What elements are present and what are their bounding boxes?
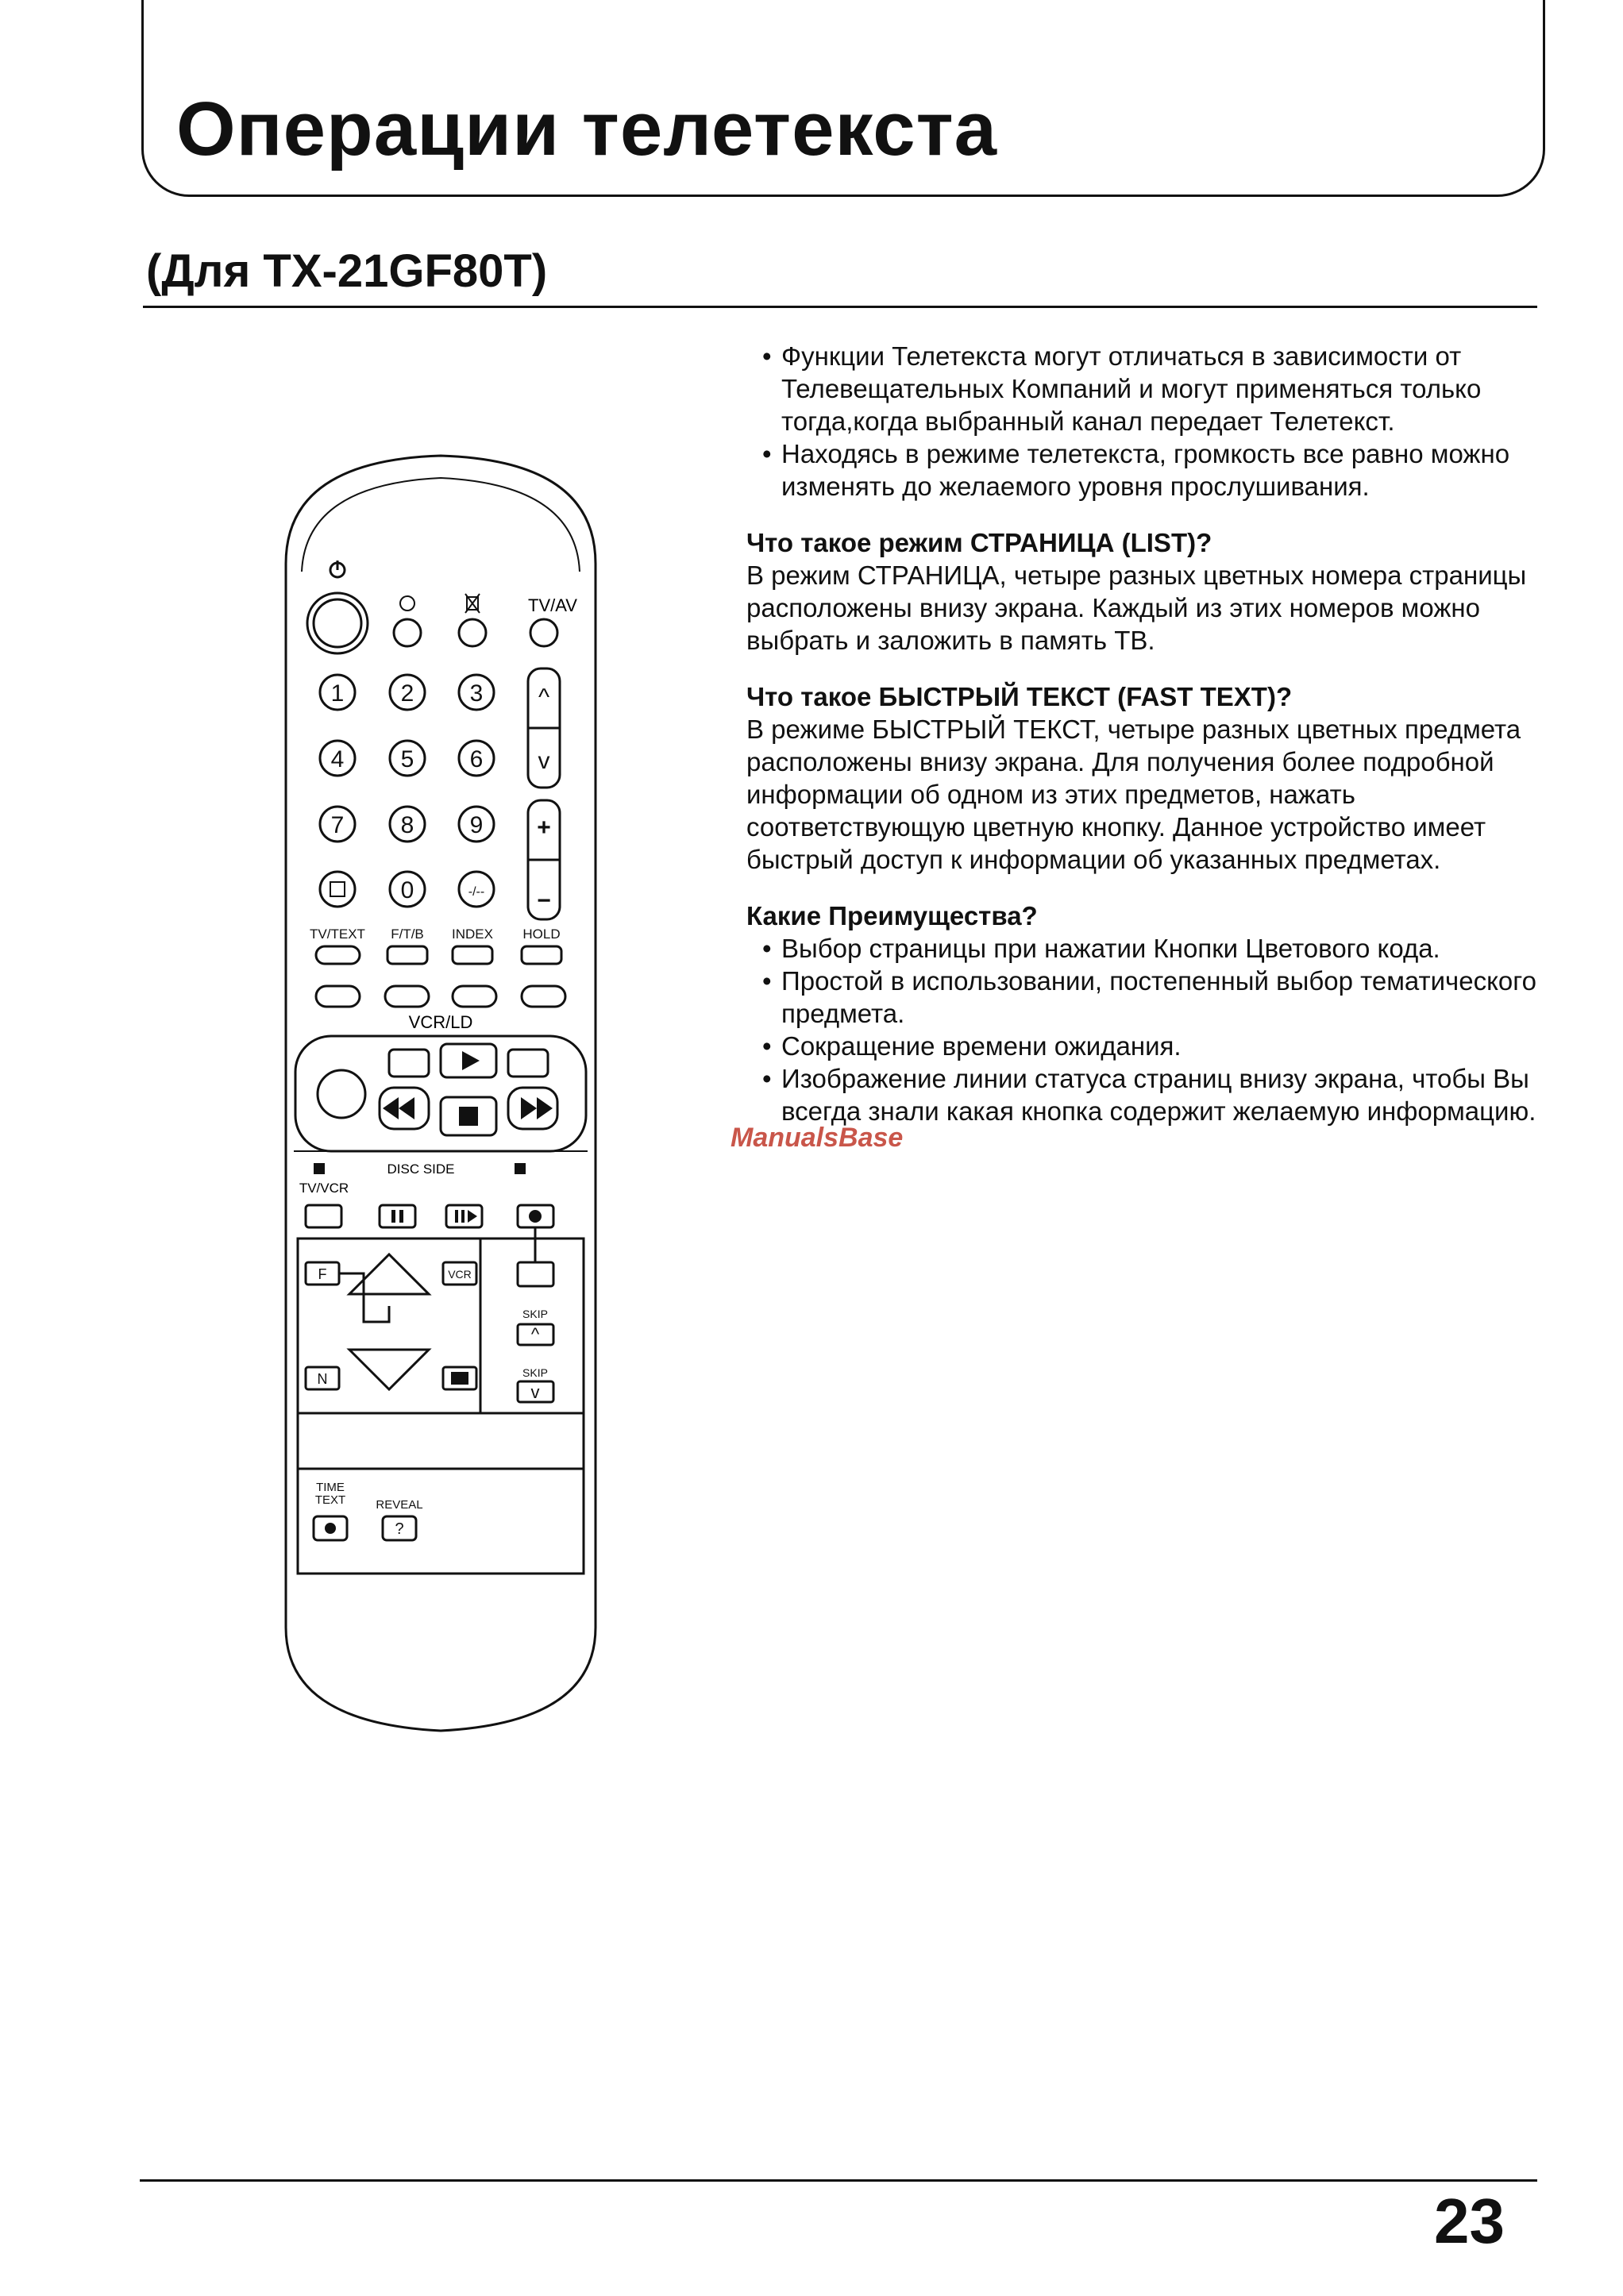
time-label: TIME (316, 1481, 345, 1494)
tv-av-label: TV/AV (528, 595, 577, 615)
hold-button (522, 946, 561, 964)
advantages-heading: Какие Преимущества? (746, 901, 1038, 930)
mute-button (459, 619, 486, 646)
f-label: F (318, 1266, 327, 1282)
ld-icon (451, 1372, 468, 1385)
tv-av-button (530, 619, 557, 646)
tv-text-button (316, 946, 360, 964)
model-subtitle: (Для TX-21GF80T) (146, 245, 548, 297)
digit-5-button: 5 (400, 746, 414, 772)
skip-back-label: SKIP (522, 1366, 548, 1379)
index-label: INDEX (452, 926, 493, 942)
digit-8-button: 8 (400, 812, 414, 838)
hold-label: HOLD (522, 926, 561, 942)
time-text-icon (325, 1523, 336, 1534)
intro-bullet-2: • Находясь в режиме телетекста, громкость все равно можно изменять до желаемого уровня прослушивания. (746, 437, 1540, 503)
fast-forward-icon (521, 1097, 553, 1119)
ftb-button (387, 946, 427, 964)
digit-6-button: 6 (469, 746, 484, 772)
vcr-ld-label: VCR/LD (408, 1012, 473, 1032)
volume-plus-label: + (537, 815, 551, 841)
footer-rule (140, 2179, 1537, 2182)
side-a-marker (314, 1163, 325, 1174)
digit-2-button: 2 (400, 680, 414, 707)
digit-3-button: 3 (469, 680, 484, 707)
lower-panel (298, 1239, 584, 1574)
side-b-marker (515, 1163, 526, 1174)
advantage-item-1: • Выбор страницы при нажатии Кнопки Цветового кода. (746, 932, 1540, 965)
digit-4-button: 4 (330, 746, 345, 772)
record-sub-button (518, 1262, 553, 1286)
tv-vcr-button (306, 1205, 341, 1227)
skip-down-label: v (530, 1382, 540, 1402)
skip-forward-label: SKIP (522, 1308, 548, 1320)
digit-0-button: 0 (400, 877, 414, 903)
index-button (453, 946, 492, 964)
mute-icon (465, 594, 480, 613)
play-icon (462, 1051, 480, 1070)
timer-button (394, 619, 421, 646)
advantage-item-2: • Простой в использовании, постепенный выбор тематического предмета. (746, 965, 1540, 1030)
red-button (316, 986, 360, 1007)
pause-button (380, 1205, 415, 1227)
watermark: ManualsBase (731, 1123, 904, 1153)
blue-button (522, 986, 565, 1007)
vcr-power-button (318, 1070, 365, 1118)
vcr-key-label: VCR (448, 1268, 472, 1281)
digit-9-button: 9 (469, 812, 484, 838)
stop-icon (459, 1107, 478, 1126)
digit-extra-button: -/-- (468, 885, 485, 899)
fast-text-text: В режиме БЫСТРЫЙ ТЕКСТ, четыре разных цветных предмета расположены внизу экрана. Для получения более подробной информации об одном из этих предметов, нажать соответствующую цветную кнопку. Данное устройство имеет быстрый доступ к информации об указанных предметах. (746, 715, 1521, 874)
yellow-button (453, 986, 496, 1007)
subtitle-rule (143, 306, 1537, 308)
prev-chapter-button (389, 1050, 429, 1077)
fast-text-heading: Что такое БЫСТРЫЙ ТЕКСТ (FAST TEXT)? (746, 682, 1293, 711)
down-arrow-key (349, 1350, 429, 1389)
channel-up-label: ^ (538, 684, 550, 711)
n-label: N (317, 1371, 328, 1387)
skip-up-label: ^ (530, 1324, 540, 1344)
next-chapter-button (508, 1050, 548, 1077)
advantage-item-4: • Изображение линии статуса страниц внизу экрана, чтобы Вы всегда знали какая кнопка содержит желаемую информацию. (746, 1062, 1540, 1127)
disc-side-label: DISC SIDE (387, 1161, 455, 1177)
advantage-item-3: • Сокращение времени ожидания. (746, 1030, 1540, 1062)
list-mode-heading: Что такое режим СТРАНИЦА (LIST)? (746, 528, 1212, 557)
instruction-text (746, 340, 1540, 1127)
record-icon (529, 1210, 542, 1223)
ftb-label: F/T/B (391, 926, 424, 942)
intro-bullet-1: • Функции Телетекста могут отличаться в зависимости от Телевещательных Компаний и могут применяться только тогда,когда выбранный канал передает Телетекст. (746, 340, 1540, 437)
reveal-label: REVEAL (376, 1498, 423, 1512)
tv-text-label: TV/TEXT (310, 926, 365, 942)
green-button (385, 986, 429, 1007)
tv-vcr-label: TV/VCR (299, 1181, 349, 1196)
rewind-icon (383, 1097, 414, 1119)
digit-1-button: 1 (330, 680, 345, 707)
digit-7-button: 7 (330, 812, 345, 838)
remote-control-illustration (262, 453, 619, 1739)
reveal-icon: ? (395, 1520, 404, 1538)
recall-icon (330, 882, 345, 896)
channel-down-label: v (538, 748, 550, 774)
timer-icon (400, 596, 414, 611)
text-label: TEXT (314, 1493, 346, 1507)
page-number: 23 (1434, 2186, 1505, 2256)
list-mode-text: В режим СТРАНИЦА, четыре разных цветных номера страницы расположены внизу экрана. Каждый из этих номеров можно выбрать и заложить в память ТВ. (746, 561, 1527, 655)
volume-minus-label: − (537, 888, 551, 914)
power-button (307, 593, 368, 653)
page-title: Операции телетекста (176, 87, 998, 171)
